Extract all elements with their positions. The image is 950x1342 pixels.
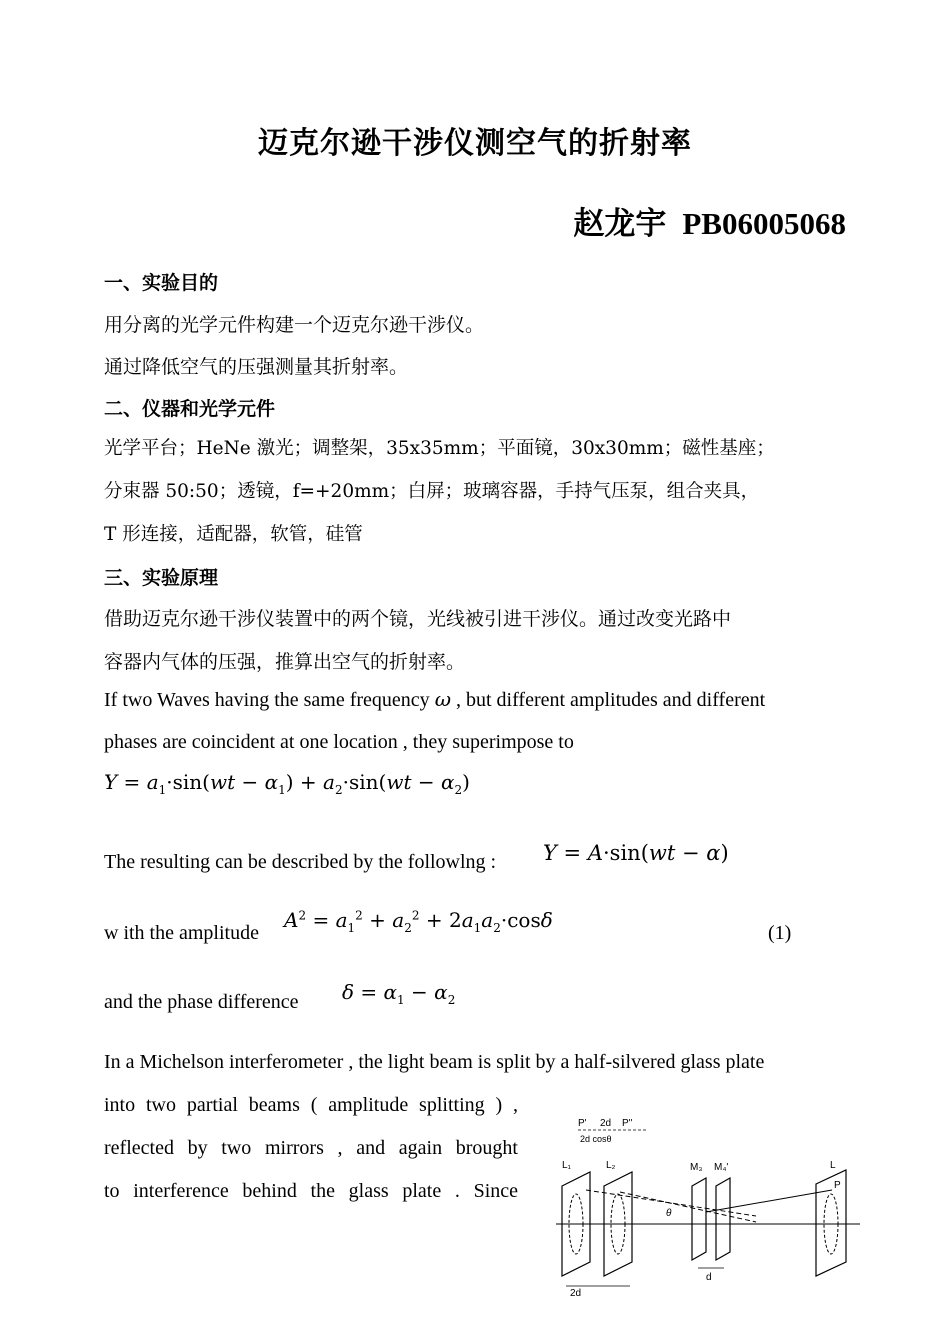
section-heading-principle: 三、实验原理 (104, 567, 219, 589)
fig-label-p2: P'' (622, 1118, 633, 1129)
amplitude-line: w ith the amplitude (104, 922, 259, 944)
fig-label-l1: L₁ (562, 1160, 571, 1171)
equipment-line-1: 光学平台；HeNe 激光；调整架，35x35mm；平面镜，30x30mm；磁性基座； (104, 438, 775, 459)
student-id: PB06005068 (682, 206, 846, 241)
resulting-line: The resulting can be described by the followlng : (104, 851, 497, 873)
section-heading-equipment: 二、仪器和光学元件 (104, 398, 276, 420)
amplitude-equation: $A^2 = a_1^2 + a_2^2 + 2a_1a_2\cdot\cos\delta$ (284, 908, 553, 935)
fig-label-d: d (706, 1272, 712, 1283)
principle-line-1: 借助迈克尔逊干涉仪装置中的两个镜，光线被引进干涉仪。通过改变光路中 (104, 608, 732, 630)
fig-label-l2: L₂ (606, 1160, 616, 1171)
author-line (573, 198, 846, 243)
principle-line-2: 容器内气体的压强，推算出空气的折射率。 (104, 651, 466, 673)
equipment-line-2: 分束器 50:50；透镜，f=+20mm；白屏；玻璃容器，手持气压泵，组合夹具， (104, 481, 760, 502)
omega-symbol: ω (434, 687, 451, 711)
waves-line-1-start: If two Waves having the same frequency (104, 689, 430, 711)
purpose-line-2: 通过降低空气的压强测量其折射率。 (104, 356, 409, 378)
michelson-line-1: In a Michelson interferometer , the light beam is split by a half-silvered glass plate (104, 1051, 765, 1073)
waves-line-1-end: , but different amplitudes and different (456, 689, 766, 711)
michelson-line-4: to interference behind the glass plate . Since (104, 1180, 518, 1202)
waves-line-1 (104, 687, 765, 712)
mirror-m3 (692, 1178, 706, 1260)
purpose-line-1: 用分离的光学元件构建一个迈克尔逊干涉仪。 (104, 314, 485, 336)
michelson-line-3: reflected by two mirrors , and again brought (104, 1137, 518, 1159)
plane-l (816, 1170, 846, 1276)
fig-label-theta: θ (666, 1208, 672, 1219)
waves-line-2: phases are coincident at one location , they superimpose to (104, 731, 574, 753)
michelson-line-2: into two partial beams ( amplitude splitting ) , (104, 1094, 518, 1116)
mirror-m4 (716, 1178, 730, 1260)
equipment-line-3: T 形连接，适配器，软管，硅管 (104, 524, 363, 545)
fig-label-l: L (830, 1160, 836, 1171)
fig-label-m3: M₃ (690, 1162, 703, 1173)
phase-equation: $\delta = \alpha_1 - \alpha_2$ (342, 980, 456, 1007)
fig-label-2dcos: 2d cosθ (580, 1134, 612, 1144)
fig-label-p: P (834, 1180, 841, 1191)
fig-label-2d: 2d (600, 1118, 612, 1129)
fig-label-p1: P' (578, 1118, 587, 1129)
superposition-equation: $Y = a_1\cdot\sin(wt - \alpha_1) + a_2\cdot\sin(wt - \alpha_2)$ (104, 770, 470, 797)
ray-3 (706, 1190, 832, 1212)
fig-label-m4: M₄' (714, 1162, 729, 1173)
page-title: 迈克尔逊干涉仪测空气的折射率 (258, 126, 692, 161)
phase-line: and the phase difference (104, 991, 299, 1013)
fig-label-2d-bottom: 2d (570, 1288, 582, 1298)
author-name: 赵龙宇 (573, 206, 667, 242)
equation-number: (1) (768, 922, 792, 944)
interferometer-diagram (556, 1112, 860, 1298)
section-heading-purpose: 一、实验目的 (104, 272, 219, 294)
resulting-equation: Y = A·sin(wt − α) (543, 841, 729, 865)
